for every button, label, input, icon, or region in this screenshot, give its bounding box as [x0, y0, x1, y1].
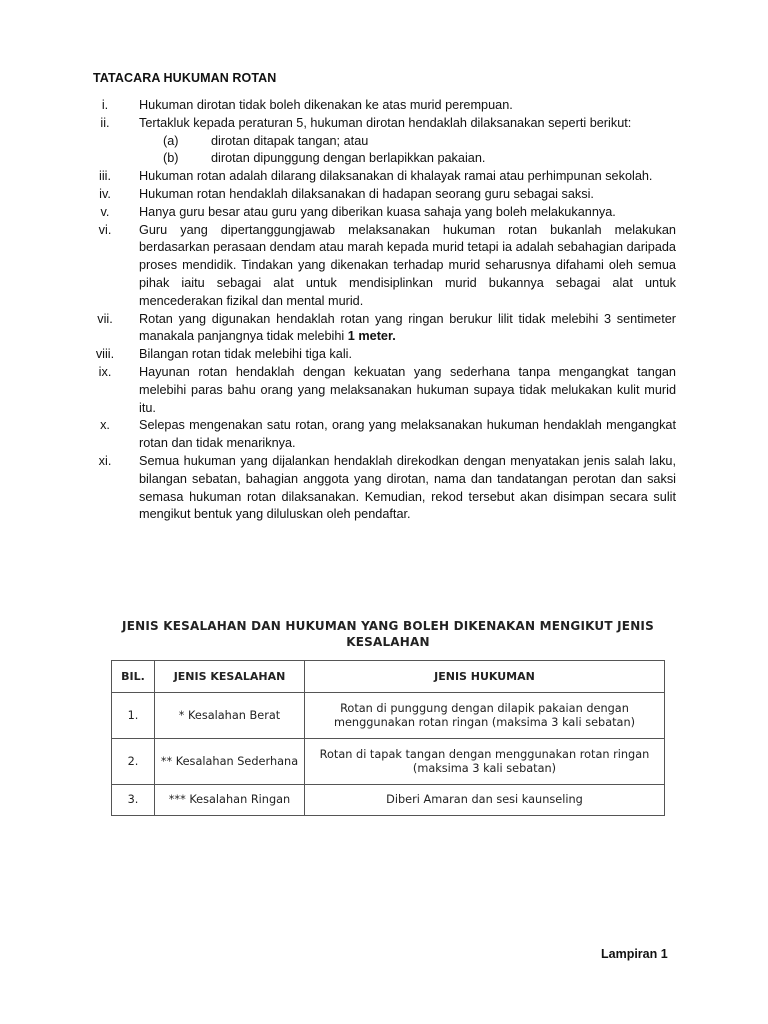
rule-item — [90, 311, 676, 347]
table-header-row — [112, 661, 665, 693]
rule-number: xi. — [98, 453, 112, 468]
rule-item — [90, 186, 676, 204]
subitem-label: (b) — [163, 151, 179, 166]
rule-item — [90, 97, 676, 115]
table-row — [112, 739, 665, 785]
rule-number: iii. — [99, 169, 111, 184]
table-cell: Diberi Amaran dan sesi kaunseling — [305, 785, 665, 816]
rule-item — [90, 204, 676, 222]
rule-text: Hukuman dirotan tidak boleh dikenakan ke atas murid perempuan. — [139, 98, 513, 112]
rule-text: Hanya guru besar atau guru yang diberikan kuasa sahaja yang boleh melakukannya. — [139, 204, 616, 219]
column-header: BIL. — [112, 661, 155, 693]
rule-text: Hayunan rotan hendaklah dengan kekuatan yang sederhana tanpa mengangkat tangan melebihi paras bahu orang yang melaksanakan hukuman supaya tidak melukakan kulit murid itu. — [139, 364, 676, 415]
rule-text: Hukuman rotan adalah dilarang dilaksanakan di khalayak ramai atau perhimpunan sekolah. — [139, 169, 653, 184]
subitem-label: (a) — [163, 133, 179, 148]
rule-text: Selepas mengenakan satu rotan, orang yang melaksanakan hukuman hendaklah mengangkat rotan dan tidak menariknya. — [139, 418, 676, 451]
table-cell: 3. — [112, 785, 155, 816]
rule-subitem — [163, 150, 676, 168]
table-cell: Rotan di tapak tangan dengan menggunakan rotan ringan (maksima 3 kali sebatan) — [305, 739, 665, 785]
rule-subitem — [163, 133, 676, 151]
rule-number: v. — [100, 204, 110, 219]
column-header: JENIS KESALAHAN — [155, 661, 305, 693]
rule-item — [90, 346, 676, 364]
rule-emphasis: 1 meter. — [347, 329, 396, 344]
rule-number: ii. — [100, 115, 110, 130]
subitem-text: dirotan ditapak tangan; atau — [211, 133, 369, 148]
table-cell: *** Kesalahan Ringan — [155, 785, 305, 816]
column-header: JENIS HUKUMAN — [305, 661, 665, 693]
rule-item — [90, 168, 676, 186]
page-title: TATACARA HUKUMAN ROTAN — [93, 71, 277, 85]
table-cell: 2. — [112, 739, 155, 785]
rule-number: i. — [101, 98, 109, 112]
rule-text: Guru yang dipertanggungjawab melaksanakan hukuman rotan bukanlah melakukan berdasarkan perasaan dendam atau marah kepada murid tetapi ia adalah sebahagian daripada proses mendidik. Tindakan yang dikenakan terhadap murid seharusnya difahami oleh semua pihak iaitu sebagai alat untuk mendisiplinkan murid bukannya sebagai alat untuk mencederakan fizikal dan mental murid. — [139, 222, 676, 308]
subitem-text: dirotan dipunggung dengan berlapikkan pakaian. — [211, 151, 486, 166]
table-cell: * Kesalahan Berat — [155, 693, 305, 739]
rule-item — [90, 364, 676, 417]
rule-item — [90, 115, 676, 168]
table-row — [112, 785, 665, 816]
rule-number: iv. — [99, 186, 111, 201]
rules-list — [90, 97, 676, 524]
rule-number: ix. — [98, 364, 112, 379]
offences-table — [111, 660, 665, 816]
rule-text: Semua hukuman yang dijalankan hendaklah direkodkan dengan menyatakan jenis salah laku, bilangan sebatan, bahagian anggota yang dirotan, nama dan tandatangan perotan dan saksi semasa hukuman rotan dilaksanakan. Kemudian, rekod tersebut akan disimpan secara sulit mengikut bentuk yang diluluskan oleh pendaftar. — [139, 453, 676, 522]
table-cell: 1. — [112, 693, 155, 739]
rule-number: viii. — [95, 347, 115, 362]
rule-item — [90, 222, 676, 311]
rule-text: Hukuman rotan hendaklah dilaksanakan di hadapan seorang guru sebagai saksi. — [139, 186, 594, 201]
table-cell: Rotan di punggung dengan dilapik pakaian dengan menggunakan rotan ringan (maksima 3 kali sebatan) — [305, 693, 665, 739]
rule-item — [90, 453, 676, 524]
rule-number: vii. — [97, 311, 113, 326]
rule-text: Rotan yang digunakan hendaklah rotan yang ringan berukur lilit tidak melebihi 3 sentimeter manakala panjangnya tidak melebihi — [139, 311, 676, 344]
rule-number: vi. — [98, 222, 112, 237]
table-cell: ** Kesalahan Sederhana — [155, 739, 305, 785]
table-title: JENIS KESALAHAN DAN HUKUMAN YANG BOLEH DIKENAKAN MENGIKUT JENIS KESALAHAN — [122, 619, 654, 649]
appendix-label: Lampiran 1 — [601, 947, 668, 961]
rule-number: x. — [100, 418, 110, 433]
rule-item — [90, 417, 676, 453]
rule-text: Bilangan rotan tidak melebihi tiga kali. — [139, 347, 352, 362]
rule-text: Tertakluk kepada peraturan 5, hukuman dirotan hendaklah dilaksanakan seperti berikut: — [139, 115, 632, 130]
table-row — [112, 693, 665, 739]
